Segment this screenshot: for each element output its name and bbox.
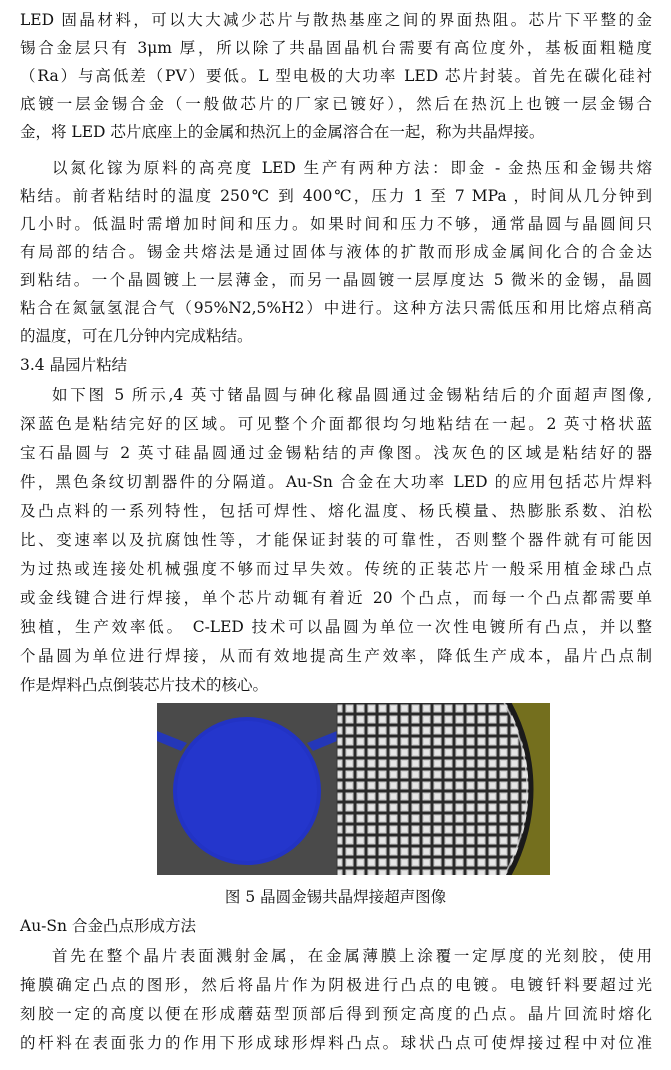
paragraph-4-line-2: 掩膜确定凸点的图形，然后将晶片作为阴极进行凸点的电镀。电镀钎料要超过光 bbox=[20, 976, 652, 994]
paragraph-1-line-2: 锡合金层只有 3μm 厚，所以除了共晶固晶机台需要有高位度外，基板面粗糙度 bbox=[20, 39, 652, 57]
bonded-wafer-blue-inner bbox=[177, 721, 317, 861]
figure-caption: 图 5 晶圆金锡共晶焊接超声图像 bbox=[224, 888, 447, 906]
paragraph-3-line-2: 深蓝色是粘结完好的区域。可见整个介面都很均匀地粘结在一起。2 英寸格状蓝 bbox=[20, 415, 652, 433]
subheading: Au-Sn 合金凸点形成方法 bbox=[20, 917, 196, 935]
paragraph-3-line-11: 作是焊料凸点倒装芯片技术的核心。 bbox=[20, 676, 269, 694]
paragraph-3-line-7: 为过热或连接处机械强度不够而过早失效。传统的正装芯片一般采用植金球凸点 bbox=[20, 560, 652, 578]
section-heading: 3.4 晶园片粘结 bbox=[20, 356, 128, 374]
paragraph-3-line-6: 比、变速率以及抗腐蚀性等，才能保证封装的可靠性，否则整个器件就有可能因 bbox=[20, 531, 652, 549]
paragraph-2-line-4: 有局部的结合。锡金共熔法是通过固体与液体的扩散而形成金属间化合的合金达 bbox=[20, 243, 652, 261]
paragraph-2-line-2: 粘结。前者粘结时的温度 250℃ 到 400℃，压力 1 至 7 MPa ，时间从几分钟到 bbox=[20, 187, 652, 205]
paragraph-1-line-3: （Ra）与高低差（PV）要低。L 型电极的大功率 LED 芯片封装。首先在碳化硅衬 bbox=[20, 67, 652, 85]
paragraph-1-line-5: 金，将 LED 芯片底座上的金属和热沉上的金属溶合在一起，称为共晶焊接。 bbox=[20, 123, 545, 141]
figure-5-svg bbox=[157, 703, 550, 875]
paragraph-2-line-1: 以氮化镓为原料的高亮度 LED 生产有两种方法：即金 - 金热压和金锡共熔 bbox=[52, 159, 652, 177]
paragraph-1-line-4: 底镀一层金锡合金（一般做芯片的厂家已镀好），然后在热沉上也镀一层金锡合 bbox=[20, 95, 652, 113]
paragraph-4-line-4: 的杆料在表面张力的作用下形成球形焊料凸点。球状凸点可使焊接过程中对位准 bbox=[20, 1034, 652, 1052]
paragraph-4-line-3: 刻胶一定的高度以便在形成蘑菇型顶部后得到预定高度的凸点。晶片回流时熔化 bbox=[20, 1005, 652, 1023]
paragraph-3-line-8: 或金线键合进行焊接，单个芯片动辄有着近 20 个凸点，而每一个凸点都需要单 bbox=[20, 589, 652, 607]
paragraph-2-line-7: 的温度，可在几分钟内完成粘结。 bbox=[20, 327, 253, 345]
paragraph-3-line-10: 个晶圆为单位进行焊接，从而有效地提高生产效率，降低生产成本，晶片凸点制 bbox=[20, 647, 652, 665]
paragraph-3-line-4: 件，黑色条纹切割器件的分隔道。Au-Sn 合金在大功率 LED 的应用包括芯片焊料 bbox=[20, 473, 652, 491]
figure-5-ultrasound-image bbox=[157, 703, 550, 875]
paragraph-2-line-3: 几小时。低温时需增加时间和压力。如果时间和压力不够，通常晶圆与晶圆间只 bbox=[20, 215, 652, 233]
paragraph-2-line-5: 到粘结。一个晶圆镀上一层薄金，而另一晶圆镀一层厚度达 5 微米的金锡，晶圆 bbox=[20, 271, 652, 289]
paragraph-2-line-6: 粘合在氮氩氢混合气（95%N2,5%H2）中进行。这种方法只需低压和用比熔点稍高 bbox=[20, 299, 652, 317]
paragraph-3-line-9: 独植，生产效率低。 C-LED 技术可以晶圆为单位一次性电镀所有凸点，并以整 bbox=[20, 618, 652, 636]
paragraph-3-line-5: 及凸点料的一系列特性，包括可焊性、熔化温度、杨氏模量、热膨胀系数、泊松 bbox=[20, 502, 652, 520]
paragraph-3-line-3: 宝石晶圆与 2 英寸硅晶圆通过金锡粘结的声像图。浅灰色的区域是粘结好的器 bbox=[20, 444, 652, 462]
paragraph-4-line-1: 首先在整个晶片表面溅射金属，在金属薄膜上涂覆一定厚度的光刻胶，使用 bbox=[52, 947, 652, 965]
paragraph-1-line-1: LED 固晶材料，可以大大减少芯片与散热基座之间的界面热阻。芯片下平整的金 bbox=[20, 11, 652, 29]
paragraph-3-line-1: 如下图 5 所示,4 英寸锗晶圆与砷化稼晶圆通过金锡粘结后的介面超声图像, bbox=[52, 386, 652, 404]
